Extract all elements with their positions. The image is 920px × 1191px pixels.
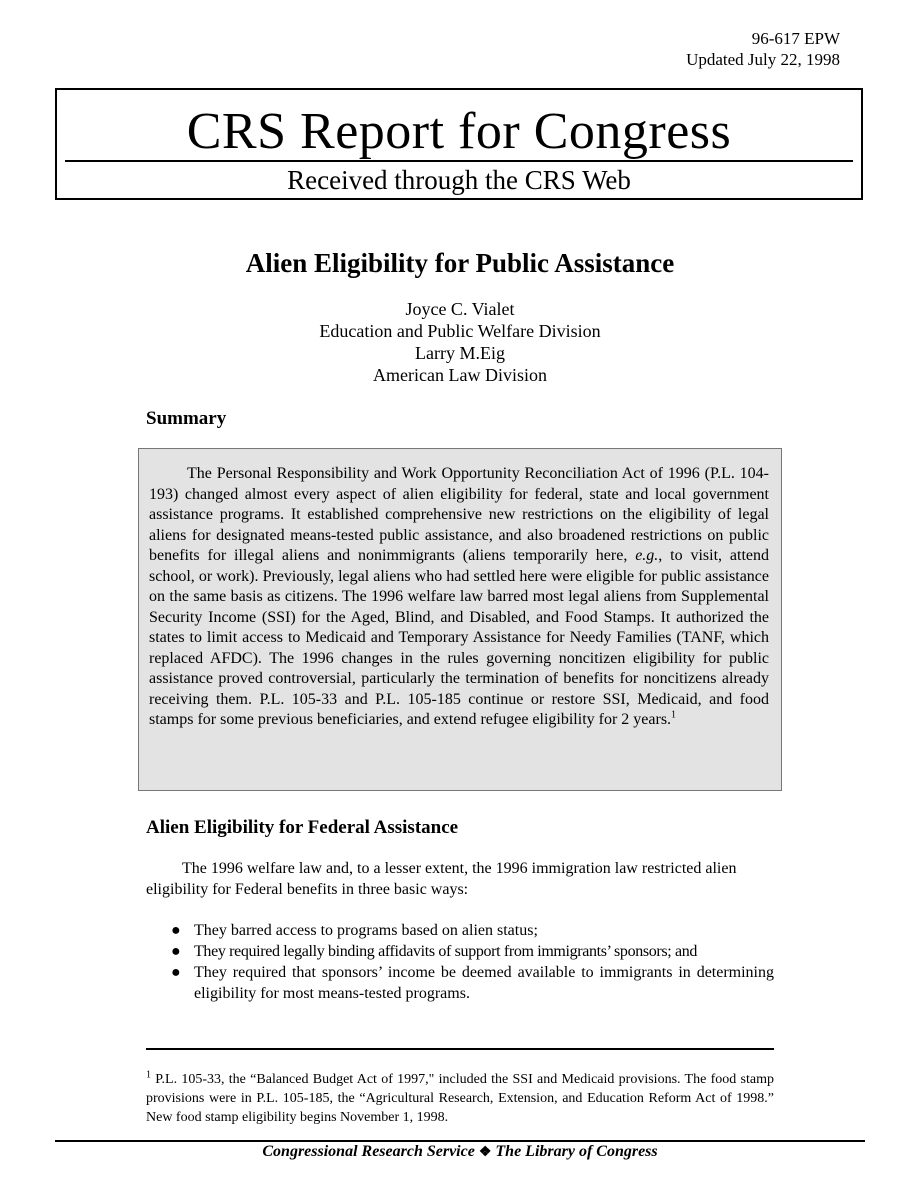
footnote [146,1070,774,1127]
bullet-icon: ● [171,943,181,960]
restrictions-list [146,920,774,1004]
diamond-icon: ❖ [478,1145,492,1160]
report-identifier [686,28,840,70]
summary-heading: Summary [146,408,227,429]
author-name: Joyce C. Vialet [405,299,515,319]
footnote-text: P.L. 105-33, the “Balanced Budget Act of 1997," included the SSI and Medicaid provisions. The food stamp provisions were in P.L. 105-185, the “Agricultural Research, Extension, and Education Reform Act of 1998.” New food stamp eligibility begins November 1, 1998. [146,1072,774,1125]
federal-assistance-heading: Alien Eligibility for Federal Assistance [146,817,459,838]
crs-banner [55,88,863,200]
footer-right: The Library of Congress [495,1143,658,1160]
list-item [146,920,774,941]
list-item-text: They barred access to programs based on alien status; [194,922,538,939]
list-item [146,941,774,962]
footer-left: Congressional Research Service [262,1143,475,1160]
banner-divider [65,160,853,162]
list-item [146,962,774,1004]
footnote-reference[interactable]: 1 [671,709,677,721]
summary-box [138,448,782,791]
page-footer [0,1143,920,1161]
author-block [0,298,920,386]
document-title: Alien Eligibility for Public Assistance [245,248,675,278]
intro-paragraph: The 1996 welfare law and, to a lesser extent, the 1996 immigration law restricted alien eligibility for Federal benefits in three basic ways: [146,860,737,898]
banner-subtitle: Received through the CRS Web [287,165,631,195]
summary-text-part: The Personal Responsibility and Work Opportunity Reconciliation Act of 1996 (P.L. 104-193) changed almost every aspect of alien eligibility for federal, state and local government assistance programs. It established comprehensive new restrictions on the eligibility of legal aliens for designated means-tested public assistance, and also broadened restrictions on public benefits for illegal aliens and nonimmigrants (aliens temporarily here, [149,465,769,564]
footer-divider [55,1140,865,1142]
author-name: Larry M.Eig [415,343,505,363]
footnote-divider [146,1048,774,1050]
updated-date: Updated July 22, 1998 [686,50,840,69]
report-number: 96-617 EPW [751,29,840,48]
author-division: American Law Division [373,365,547,385]
list-item-text: They required that sponsors’ income be deemed available to immigrants in determining eligibility for most means-tested programs. [194,964,774,1002]
banner-title: CRS Report for Congress [186,103,732,160]
list-item-text: They required legally binding affidavits of support from immigrants’ sponsors; and [194,943,698,960]
footnote-marker: 1 [146,1069,151,1081]
summary-text [149,464,769,731]
summary-text-part: , to visit, attend school, or work). Previously, legal aliens who had settled here were eligible for public assistance on the same basis as citizens. The 1996 welfare law barred most legal aliens from Supplemental Security Income (SSI) for the Aged, Blind, and Disabled, and Food Stamps. It authorized the states to limit access to Medicaid and Temporary Assistance for Needy Families (TANF, which replaced AFDC). The 1996 changes in the rules governing noncitizen eligibility for public assistance proved controversial, particularly the termination of benefits for noncitizens already receiving them. P.L. 105-33 and P.L. 105-185 continue or restore SSI, Medicaid, and food stamps for some previous beneficiaries, and extend refugee eligibility for 2 years. [149,547,769,728]
author-division: Education and Public Welfare Division [319,321,601,341]
bullet-icon: ● [171,964,181,981]
bullet-icon: ● [171,922,181,939]
summary-text-italic: e.g. [635,547,659,564]
